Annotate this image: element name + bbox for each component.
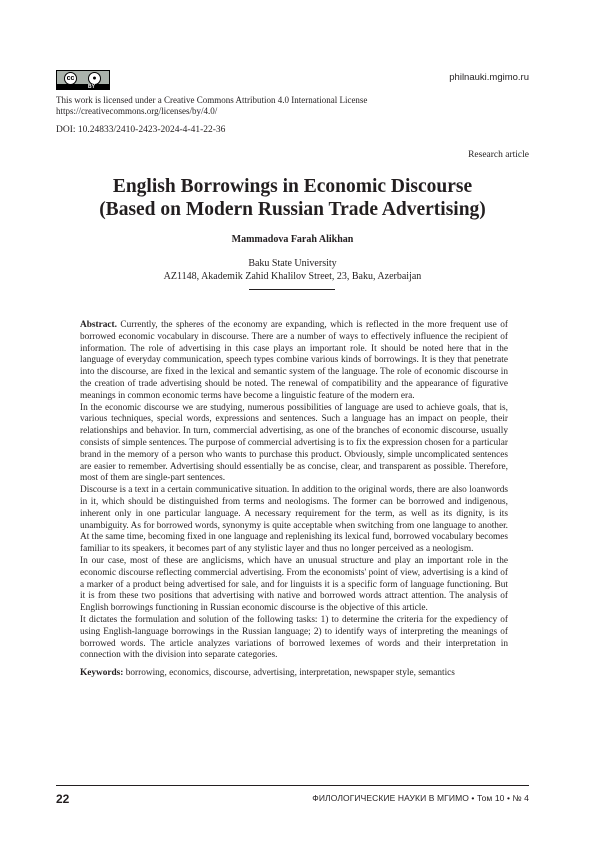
keywords-text: borrowing, economics, discourse, advertising, interpretation, newspaper style, semantics [125, 668, 455, 679]
keywords-label: Keywords: [80, 668, 124, 679]
affiliation-address: AZ1148, Akademik Zahid Khalilov Street, 23, Baku, Azerbaijan [163, 270, 422, 282]
affiliation [56, 258, 529, 283]
title-divider [249, 289, 335, 290]
article-title [56, 175, 529, 221]
abstract-paragraph-3: Discourse is a text in a certain communicative situation. In addition to the original words, there are also loanwords in it, which should be distinguished from terms and neologisms. The former can be borrowed and indigenous, inherent only in one particular language. A necessary requirement for the term, as well as its dignity, is its unambiguity. As for borrowed words, synonymy is quite acceptable when switching from one language to another. At the same time, becoming fixed in one language and replenishing its lexical fund, borrowed vocabulary becomes familiar to its speakers, it becomes part of any stylistic layer and thus no longer perceived as a neologism. [80, 485, 508, 555]
abstract-label: Abstract. [80, 320, 117, 330]
cc-logo-icon: cc [64, 72, 77, 85]
abstract-paragraph-2: In the economic discourse we are studying, numerous possibilities of language are used to achieve goals, that is, various techniques, special words, expressions and sentences. Such a language has an impact on people, their relationships and behavior. In turn, commercial advertising, as one of the branches of economic discourse, usually consists of simple sentences. The purpose of commercial advertising is to fix the expression chosen for a particular brand in the memory of a person who wants to purchase this product. Obviously, simple uncomplicated sentences are easier to remember. Advertising should essentially be as concise, clear, and transparent as possible. Therefore, most of them are single-part sentences. [80, 402, 508, 484]
title-line-2: (Based on Modern Russian Trade Advertising) [99, 199, 486, 220]
page-number: 22 [56, 792, 70, 806]
abstract-text-1: Currently, the spheres of the economy are expanding, which is reflected in the more frequent use of borrowed economic vocabulary in discourse. There are a number of ways to effectively influence the recipient of information. The role of advertising in this case plays an important role. It should be noted here that in the language of everyday communication, speech types combine various kinds of borrowings. It is they that penetrate into the discourse, are fixed in the lexical and semantic system of the language. The role of economic discourse in the creation of trade advertising should be noted. The renewal of compatibility and the appearance of figurative meanings in common economic terms have become a linguistic feature of the modern era. [80, 320, 508, 401]
abstract-paragraph-1 [80, 320, 508, 403]
author-name: Mammadova Farah Alikhan [231, 234, 354, 245]
affiliation-institution: Baku State University [248, 258, 337, 269]
attribution-person-icon: ● [88, 72, 101, 85]
doi[interactable]: DOI: 10.24833/2410-2423-2024-4-41-22-36 [56, 125, 226, 135]
footer-divider [56, 785, 529, 786]
journal-website[interactable]: philnauki.mgimo.ru [449, 72, 529, 83]
badge-bar [57, 84, 109, 89]
article-type: Research article [468, 150, 529, 160]
abstract-paragraph-4: In our case, most of these are anglicisms, which have an unusual structure and play an important role in the economic discourse reflecting commercial advertising. From the economists' point of view, advertising is a kind of a marker of a product being advertised for sale, and for linguists it is a specific form of language functioning. But it is from these two positions that advertising with native and borrowed words attract attention. The analysis of English borrowings functioning in Russian economic discourse is the objective of this article. [80, 555, 508, 614]
journal-running-footer: ФИЛОЛОГИЧЕСКИЕ НАУКИ В МГИМО • Том 10 • № 4 [312, 793, 529, 803]
by-label: BY [88, 84, 95, 90]
license-statement: This work is licensed under a Creative Commons Attribution 4.0 International License [56, 95, 368, 105]
abstract-section [80, 320, 508, 680]
license-notice [56, 95, 367, 116]
keywords [80, 668, 508, 680]
title-line-1: English Borrowings in Economic Discourse [112, 176, 473, 197]
cc-by-license-badge[interactable] [56, 70, 110, 90]
license-url[interactable]: https://creativecommons.org/licenses/by/4.0/ [56, 105, 218, 116]
abstract-paragraph-5: It dictates the formulation and solution of the following tasks: 1) to determine the criteria for the expediency of using English-language borrowings in the Russian language; 2) to identify ways of interpreting the meanings of borrowed words. The article analyzes variations of borrowed lexemes of words and their interpretation in connection with the division into separate categories. [80, 614, 508, 661]
